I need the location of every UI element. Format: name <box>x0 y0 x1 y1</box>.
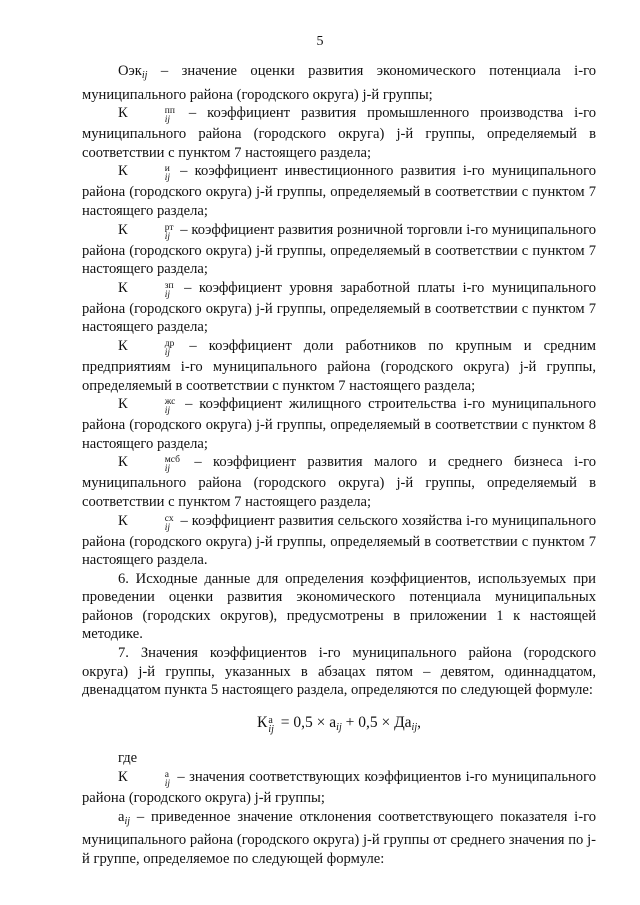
coefficient-superscript: мсб <box>164 455 180 466</box>
oek-symbol: Оэк <box>118 63 142 79</box>
coefficient-definition <box>82 512 596 570</box>
coefficient-superscript: зп <box>164 280 174 291</box>
ka-definition <box>82 768 596 808</box>
coefficient-symbol: К <box>118 105 128 122</box>
coefficient-superscript: др <box>164 338 175 349</box>
a-text: – приведенное значение отклонения соответствующего показателя i-го муниципального района (городского округа) j-й группы от среднего значения по j-й группе, определяемое по следующей формуле: <box>82 808 596 867</box>
coefficient-subscript: ij <box>164 347 171 358</box>
coefficient-symbol: К <box>118 512 128 529</box>
coefficient-subscript: ij <box>164 464 171 475</box>
coefficient-index <box>129 398 176 416</box>
paragraph-7: 7. Значения коэффициентов i-го муниципального района (городского округа) j-й группы, указанных в абзацах пятом – девятом, одиннадцатом, двенадцатом пункта 5 настоящего раздела, определяются по следующей формуле: <box>82 645 596 699</box>
coefficient-list <box>82 104 596 570</box>
formula-plus: + 0,5 × Да <box>341 713 412 731</box>
coefficient-definition <box>82 221 596 279</box>
coefficient-definition <box>82 162 596 220</box>
ka-text: – значения соответствующих коэффициентов i-го муниципального района (городского округа) j-й группы; <box>82 769 596 807</box>
coefficient-symbol: К <box>118 454 128 471</box>
paragraph-6: 6. Исходные данные для определения коэффициентов, используемых при проведении оценки развития экономического потенциала муниципальных районов (городских округов), предусмотрены в приложении 1 к настоящей методике. <box>82 570 596 643</box>
coefficient-subscript: ij <box>164 231 171 242</box>
coefficient-subscript: ij <box>164 289 171 300</box>
a-definition <box>82 808 596 869</box>
formula-end: , <box>417 713 421 731</box>
coefficient-definition <box>82 395 596 453</box>
coefficient-index <box>129 224 174 242</box>
formula-term1-sub: ij <box>336 721 342 733</box>
coefficient-superscript: рт <box>164 222 174 233</box>
coefficient-subscript: ij <box>164 173 171 184</box>
coefficient-symbol: К <box>118 279 128 296</box>
coefficient-superscript: и <box>164 164 170 175</box>
coefficient-text: – коэффициент развития малого и среднего бизнеса i-го муниципального района (городского округа) j-й группы, определяемый в соответствии с пунктом 7 настоящего раздела; <box>82 454 596 510</box>
a-sub: ij <box>124 815 131 827</box>
coefficient-symbol: К <box>118 396 128 413</box>
coefficient-text: – коэффициент жилищного строительства i-го муниципального района (городского округа) j-й группы, определяемый в соответствии с пунктом 8 настоящего раздела; <box>82 396 596 452</box>
coefficient-symbol: К <box>118 337 128 354</box>
coefficient-subscript: ij <box>164 406 171 417</box>
coefficient-definition <box>82 279 596 337</box>
coefficient-superscript: сх <box>164 513 174 524</box>
coefficient-superscript: пп <box>164 106 175 117</box>
coefficient-text: – коэффициент развития промышленного производства i-го муниципального района (городского округа) j-й группы, определяемый в соответствии с пунктом 7 настоящего раздела; <box>82 105 596 161</box>
oek-text: – значение оценки развития экономического потенциала i-го муниципального района (городского округа) j-й группы; <box>82 63 596 103</box>
formula-lhs-sup: а <box>268 714 273 726</box>
coefficient-text: – коэффициент развития сельского хозяйства i-го муниципального района (городского округа) j-й группы, определяемый в соответствии с пунктом 7 настоящего раздела. <box>82 512 596 569</box>
coefficient-definition <box>82 337 596 395</box>
formula-lhs-sub: ij <box>268 723 274 735</box>
coefficient-symbol: К <box>118 163 128 180</box>
where-label: где <box>118 750 138 767</box>
oek-definition <box>82 62 596 104</box>
coefficient-index <box>129 515 174 533</box>
coefficient-text: – коэффициент развития розничной торговли i-го муниципального района (городского округа) j-й группы, определяемый в соответствии с пунктом 7 настоящего раздела; <box>82 221 596 278</box>
coefficient-text: – коэффициент уровня заработной платы i-го муниципального района (городского округа) j-й группы, определяемый в соответствии с пунктом 7 настоящего раздела; <box>82 279 596 336</box>
ka-sup: а <box>164 770 169 781</box>
coefficient-subscript: ij <box>164 115 171 126</box>
page-number: 5 <box>316 34 324 49</box>
oek-subscript: ij <box>141 70 148 81</box>
a-base: a <box>118 808 125 825</box>
coefficient-index <box>129 340 175 358</box>
formula-eq: = 0,5 × a <box>276 713 337 731</box>
coefficient-definition <box>82 104 596 162</box>
coefficient-text: – коэффициент доли работников по крупным и средним предприятиям i-го муниципального района (городского округа) j-й группы, определяемый в соответствии с пунктом 7 настоящего раздела; <box>82 337 596 394</box>
ka-index <box>129 771 170 789</box>
formula-term2-sub: ij <box>411 721 418 733</box>
coefficient-definition <box>82 453 596 511</box>
formula-lhs-base: К <box>257 713 268 731</box>
coefficient-text: – коэффициент инвестиционного развития i-го муниципального района (городского округа) j-й группы, определяемый в соответствии с пунктом 7 настоящего раздела; <box>82 163 596 219</box>
coefficient-symbol: К <box>118 221 128 238</box>
formula-lhs-index <box>268 716 274 734</box>
coefficient-index <box>129 282 174 300</box>
coefficient-index <box>129 165 170 183</box>
coefficient-index <box>129 456 180 474</box>
formula-ka <box>82 714 596 738</box>
coefficient-subscript: ij <box>164 522 171 533</box>
ka-base: К <box>118 769 128 786</box>
document-body <box>82 62 596 868</box>
coefficient-index <box>129 107 175 125</box>
ka-sub: ij <box>164 779 171 790</box>
coefficient-superscript: жс <box>164 397 176 408</box>
